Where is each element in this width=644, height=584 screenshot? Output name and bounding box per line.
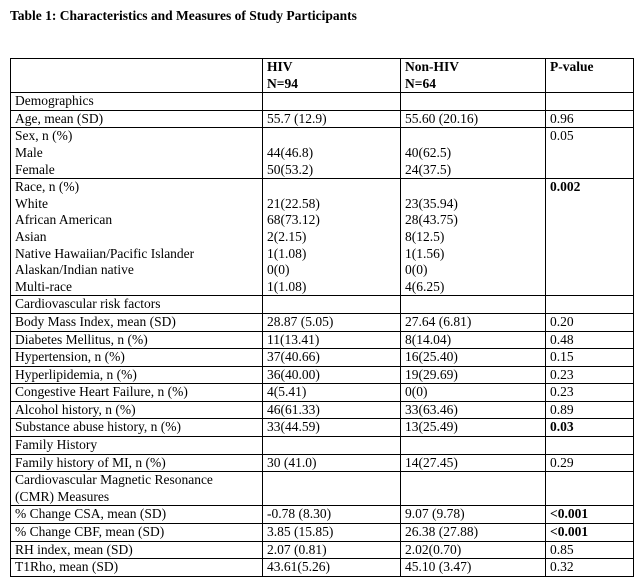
cell-nonhiv: 33(63.46) bbox=[401, 401, 546, 419]
row-label: % Change CSA, mean (SD) bbox=[11, 506, 263, 524]
cell-pvalue: 0.23 bbox=[546, 384, 634, 402]
row-label: Hyperlipidemia, n (%) bbox=[11, 366, 263, 384]
cell-nonhiv: 40(62.5) 24(37.5) bbox=[401, 128, 546, 179]
row-label: Age, mean (SD) bbox=[11, 110, 263, 128]
row-label: Diabetes Mellitus, n (%) bbox=[11, 331, 263, 349]
cell-nonhiv: 23(35.94) 28(43.75) 8(12.5) 1(1.56) 0(0) 4(6.25) bbox=[401, 179, 546, 296]
table-row bbox=[11, 179, 634, 296]
section-cmr: Cardiovascular Magnetic Resonance (CMR) Measures bbox=[11, 472, 263, 506]
table-row bbox=[11, 419, 634, 437]
characteristics-table bbox=[10, 58, 634, 577]
cell-pvalue: 0.23 bbox=[546, 366, 634, 384]
cell-nonhiv: 19(29.69) bbox=[401, 366, 546, 384]
row-label: RH index, mean (SD) bbox=[11, 541, 263, 559]
cell-pvalue: 0.85 bbox=[546, 541, 634, 559]
row-label: Substance abuse history, n (%) bbox=[11, 419, 263, 437]
table-row bbox=[11, 454, 634, 472]
header-nonhiv-label: Non-HIV bbox=[405, 59, 460, 74]
cell-nonhiv: 55.60 (20.16) bbox=[401, 110, 546, 128]
header-blank bbox=[11, 59, 263, 93]
table-row bbox=[11, 349, 634, 367]
table-row bbox=[11, 506, 634, 524]
table-row bbox=[11, 128, 634, 179]
cell-nonhiv: 2.02(0.70) bbox=[401, 541, 546, 559]
cell-hiv: 4(5.41) bbox=[263, 384, 401, 402]
header-hiv-n: N=94 bbox=[267, 75, 298, 91]
row-label: Congestive Heart Failure, n (%) bbox=[11, 384, 263, 402]
cell-pvalue: 0.48 bbox=[546, 331, 634, 349]
cell-hiv: 33(44.59) bbox=[263, 419, 401, 437]
header-hiv bbox=[263, 59, 401, 93]
header-nonhiv bbox=[401, 59, 546, 93]
cell-hiv: 11(13.41) bbox=[263, 331, 401, 349]
cell-pvalue: 0.20 bbox=[546, 313, 634, 331]
table-caption: Table 1: Characteristics and Measures of Study Participants bbox=[10, 8, 357, 23]
row-label: % Change CBF, mean (SD) bbox=[11, 524, 263, 542]
row-label-race: Race, n (%) White African American Asian Native Hawaiian/Pacific Islander Alaskan/Indian native Multi-race bbox=[11, 179, 263, 296]
cell-pvalue: 0.89 bbox=[546, 401, 634, 419]
cell-nonhiv: 14(27.45) bbox=[401, 454, 546, 472]
section-row bbox=[11, 93, 634, 111]
section-row bbox=[11, 472, 634, 506]
section-cv-risk: Cardiovascular risk factors bbox=[11, 296, 263, 314]
table-row bbox=[11, 524, 634, 542]
cell-hiv: 2.07 (0.81) bbox=[263, 541, 401, 559]
header-row bbox=[11, 59, 634, 93]
cell-nonhiv: 16(25.40) bbox=[401, 349, 546, 367]
cell-nonhiv: 8(14.04) bbox=[401, 331, 546, 349]
cell-pvalue: 0.03 bbox=[546, 419, 634, 437]
cell-hiv: 55.7 (12.9) bbox=[263, 110, 401, 128]
cell-pvalue: 0.002 bbox=[546, 179, 634, 296]
section-row bbox=[11, 296, 634, 314]
cell-pvalue: <0.001 bbox=[546, 506, 634, 524]
cell-nonhiv: 27.64 (6.81) bbox=[401, 313, 546, 331]
row-label: Hypertension, n (%) bbox=[11, 349, 263, 367]
cell-hiv: -0.78 (8.30) bbox=[263, 506, 401, 524]
cell-nonhiv: 26.38 (27.88) bbox=[401, 524, 546, 542]
cell-pvalue: 0.32 bbox=[546, 559, 634, 577]
cell-nonhiv: 0(0) bbox=[401, 384, 546, 402]
cell-nonhiv: 9.07 (9.78) bbox=[401, 506, 546, 524]
table-row bbox=[11, 313, 634, 331]
cell-hiv: 43.61(5.26) bbox=[263, 559, 401, 577]
table-row bbox=[11, 331, 634, 349]
table-row bbox=[11, 541, 634, 559]
cell-hiv: 44(46.8) 50(53.2) bbox=[263, 128, 401, 179]
table-row bbox=[11, 110, 634, 128]
cell-hiv: 28.87 (5.05) bbox=[263, 313, 401, 331]
cell-hiv: 3.85 (15.85) bbox=[263, 524, 401, 542]
row-label: T1Rho, mean (SD) bbox=[11, 559, 263, 577]
cell-hiv: 36(40.00) bbox=[263, 366, 401, 384]
cell-hiv: 37(40.66) bbox=[263, 349, 401, 367]
table-row bbox=[11, 384, 634, 402]
section-demographics: Demographics bbox=[11, 93, 263, 111]
cell-nonhiv: 45.10 (3.47) bbox=[401, 559, 546, 577]
header-pvalue: P-value bbox=[546, 59, 634, 93]
cell-pvalue: 0.15 bbox=[546, 349, 634, 367]
header-hiv-label: HIV bbox=[267, 59, 293, 74]
cell-pvalue: <0.001 bbox=[546, 524, 634, 542]
table-row bbox=[11, 401, 634, 419]
table-row bbox=[11, 366, 634, 384]
row-label: Family history of MI, n (%) bbox=[11, 454, 263, 472]
cell-hiv: 46(61.33) bbox=[263, 401, 401, 419]
cell-pvalue: 0.29 bbox=[546, 454, 634, 472]
row-label-sex: Sex, n (%) Male Female bbox=[11, 128, 263, 179]
cell-hiv: 30 (41.0) bbox=[263, 454, 401, 472]
cell-nonhiv: 13(25.49) bbox=[401, 419, 546, 437]
cell-pvalue: 0.96 bbox=[546, 110, 634, 128]
section-family-history: Family History bbox=[11, 437, 263, 455]
cell-hiv: 21(22.58) 68(73.12) 2(2.15) 1(1.08) 0(0) 1(1.08) bbox=[263, 179, 401, 296]
table-row bbox=[11, 559, 634, 577]
section-row bbox=[11, 437, 634, 455]
row-label: Body Mass Index, mean (SD) bbox=[11, 313, 263, 331]
header-nonhiv-n: N=64 bbox=[405, 75, 436, 91]
cell-pvalue: 0.05 bbox=[546, 128, 634, 179]
row-label: Alcohol history, n (%) bbox=[11, 401, 263, 419]
